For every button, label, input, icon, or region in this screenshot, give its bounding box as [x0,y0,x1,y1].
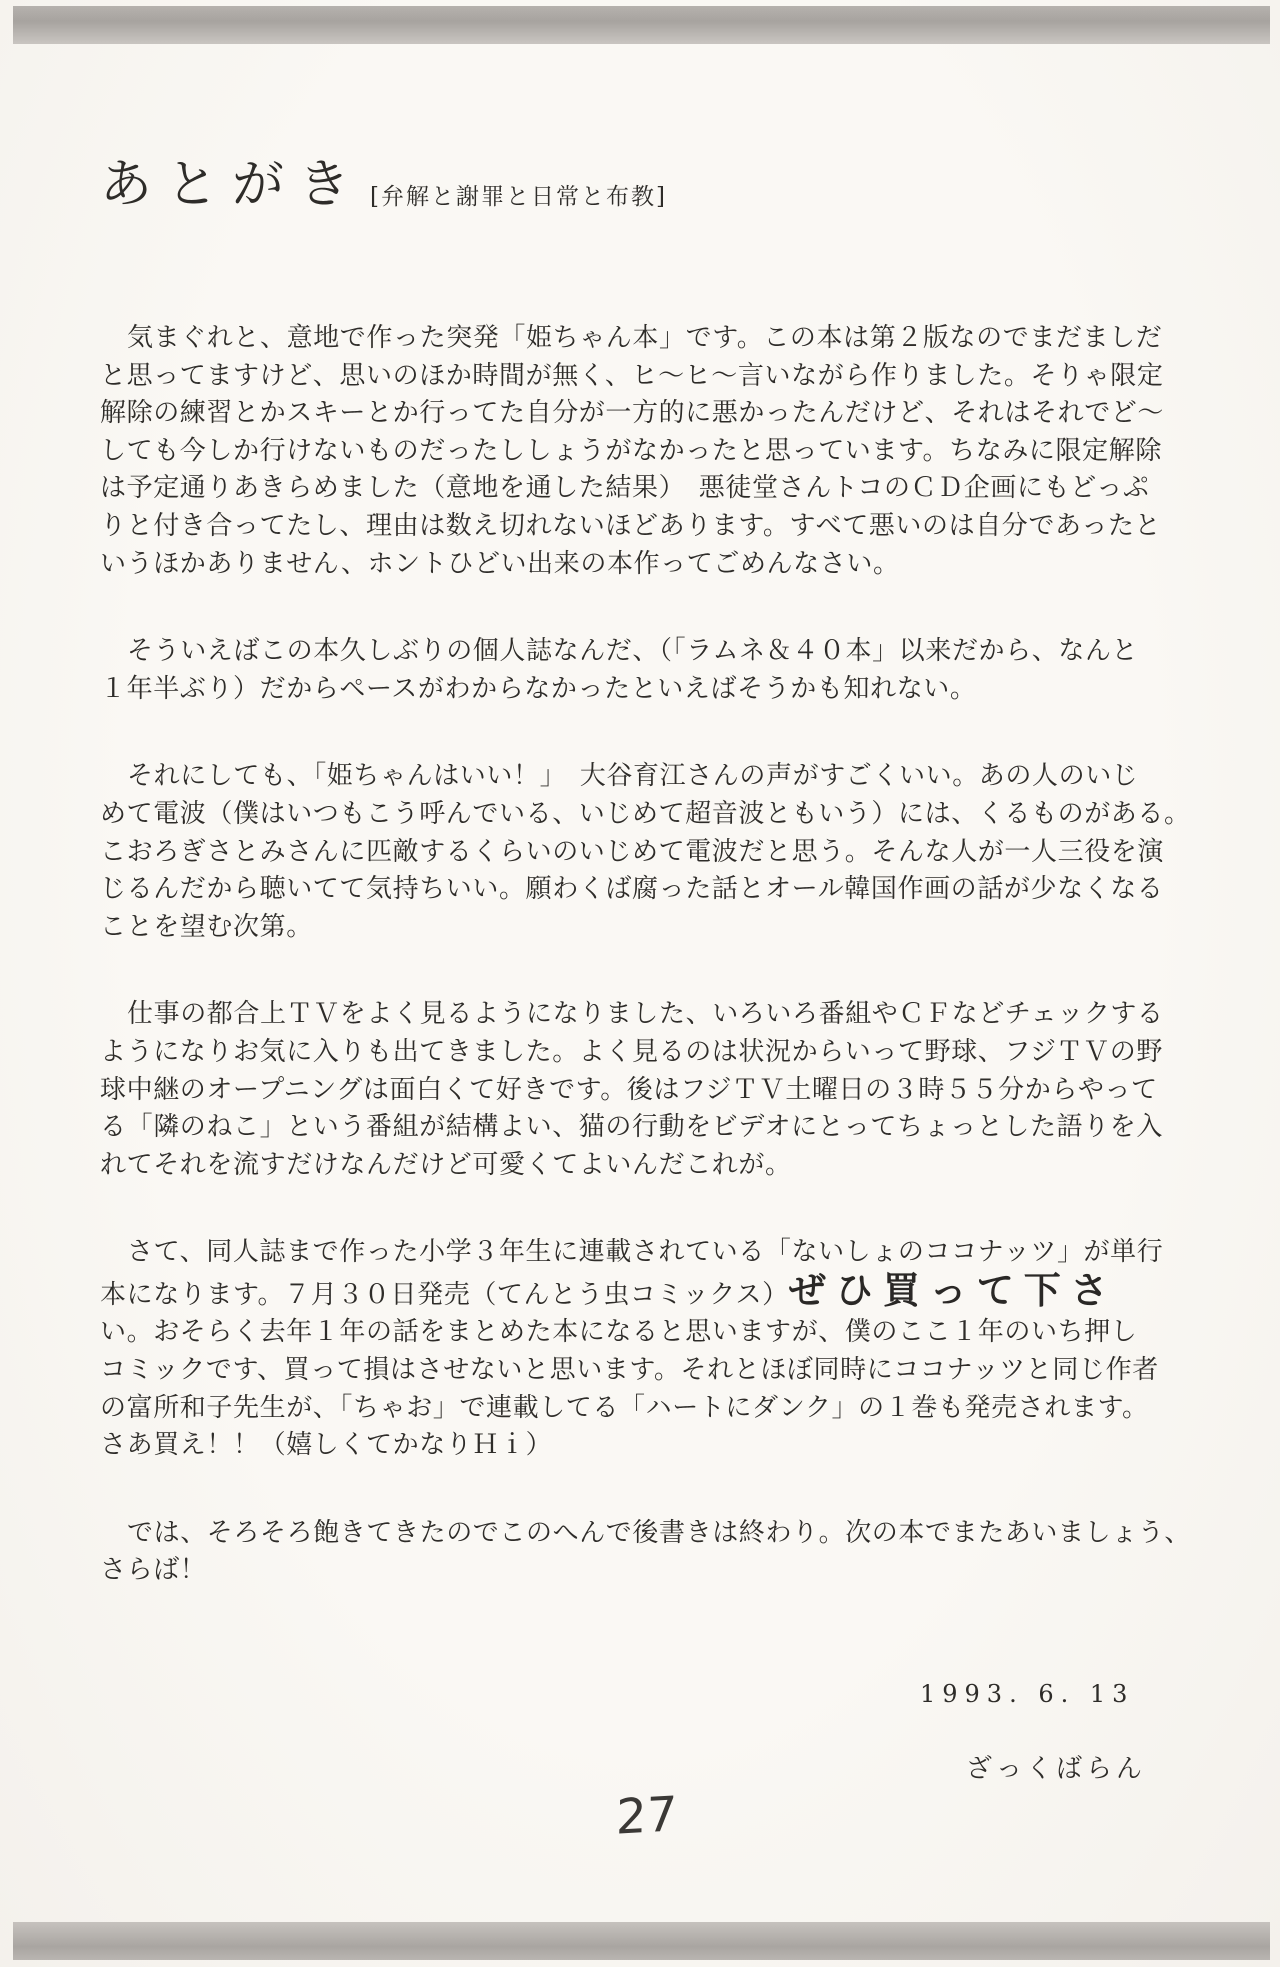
date: 1993. 6. 13 [920,1680,1135,1708]
page-subtitle: [弁解と謝罪と日常と布教] [370,183,667,210]
text-line: さらば！ [100,1555,207,1586]
text-line: る「隣のねこ」という番組が結構よい、猫の行動をビデオにとってちょっとした語りを入 [100,1112,1163,1143]
text-line: は予定通りあきらめました（意地を通した結果） 悪徒堂さんトコのＣＤ企画にもどっぷ [100,473,1150,504]
text-line: ようになりお気に入りも出てきました。よく見るのは状況からいって野球、フジＴＶの野 [100,1036,1163,1067]
paragraph-4 [100,996,1164,1184]
text-line: れてそれを流すだけなんだけど可愛くてよいんだこれが。 [100,1149,792,1180]
page-title: あとがき [100,155,365,215]
text-line: さて、同人誌まで作った小学３年生に連載されている「ないしょのココナッツ」が単行 [127,1237,1164,1268]
text-line: こおろぎさとみさんに匹敵するくらいのいじめて電波だと思う。そんな人が一人三役を演 [100,836,1165,867]
text-line: い。おそらく去年１年の話をまとめた本になると思いますが、僕のここ１年のいち押し [100,1317,1138,1348]
signature: ざっくばらん [966,1754,1147,1784]
text-line: さあ買え！！（嬉しくてかなりＨｉ） [100,1430,553,1461]
text-line: 仕事の都合上ＴＶをよく見るようになりました、いろいろ番組やＣＦなどチェックする [127,999,1164,1030]
text-line: いうほかありません、ホントひどい出来の本作ってごめんなさい。 [100,548,900,579]
paragraph-6 [100,1515,1192,1590]
text-line: 球中継のオープニングは面白くて好きです。後はフジＴＶ土曜日の３時５５分からやって [100,1074,1158,1105]
text-line: めて電波（僕はいつもこう呼んでいる、いじめて超音波ともいう）には、くるものがある。 [100,798,1191,829]
scanner-edge-top [13,6,1270,44]
text-line: コミックです、買って損はさせないと思います。それとほぼ同時にココナッツと同じ作者 [100,1355,1159,1386]
emphasized-text: ぜひ買って下さ [788,1268,1118,1312]
paragraph-5 [100,1234,1164,1465]
text-line: そういえばこの本久しぶりの個人誌なんだ、（「ラムネ＆４０本」以来だから、なんと [127,636,1139,667]
text-line: ことを望む次第。 [100,911,313,942]
text-line: １年半ぶり）だからペースがわからなかったといえばそうかも知れない。 [100,673,977,704]
text-line: の富所和子先生が、「ちゃお」で連載してる「ハートにダンク」の１巻も発売されます。 [100,1392,1149,1423]
paragraph-1 [100,320,1165,583]
text-line: じるんだから聴いてて気持ちいい。願わくば腐った話とオール韓国作画の話が少なくなる [100,874,1164,905]
text-line: りと付き合ってたし、理由は数え切れないほどあります。すべて悪いのは自分であったと [100,510,1162,541]
title-row [100,156,667,216]
afterword-body [100,320,1192,1640]
text-line: 気まぐれと、意地で作った突発「姫ちゃん本」です。この本は第２版なのでまだましだ [127,323,1163,353]
scanner-edge-bottom [13,1922,1270,1960]
paragraph-2 [100,633,1160,708]
text-line: しても今しか行けないものだったししょうがなかったと思っています。ちなみに限定解除 [100,435,1162,466]
text-line: それにしても、「姫ちゃんはいい！」 大谷育江さんの声がすごくいい。あの人のいじ [127,761,1139,792]
text-line: 解除の練習とかスキーとか行ってた自分が一方的に悪かったんだけど、それはそれでど〜 [100,398,1165,429]
page-number: 27 [615,1786,678,1846]
text-line: と思ってますけど、思いのほか時間が無く、ヒ〜ヒ〜言いながら作りました。そりゃ限定 [100,360,1164,391]
paragraph-3 [100,758,1191,946]
text-segment: 本になります。７月３０日発売（てんとう虫コミックス） [100,1279,789,1310]
text-line [100,1268,1160,1315]
text-line: では、そろそろ飽きてきたのでこのへんで後書きは終わり。次の本でまたあいましょう、 [127,1517,1192,1548]
